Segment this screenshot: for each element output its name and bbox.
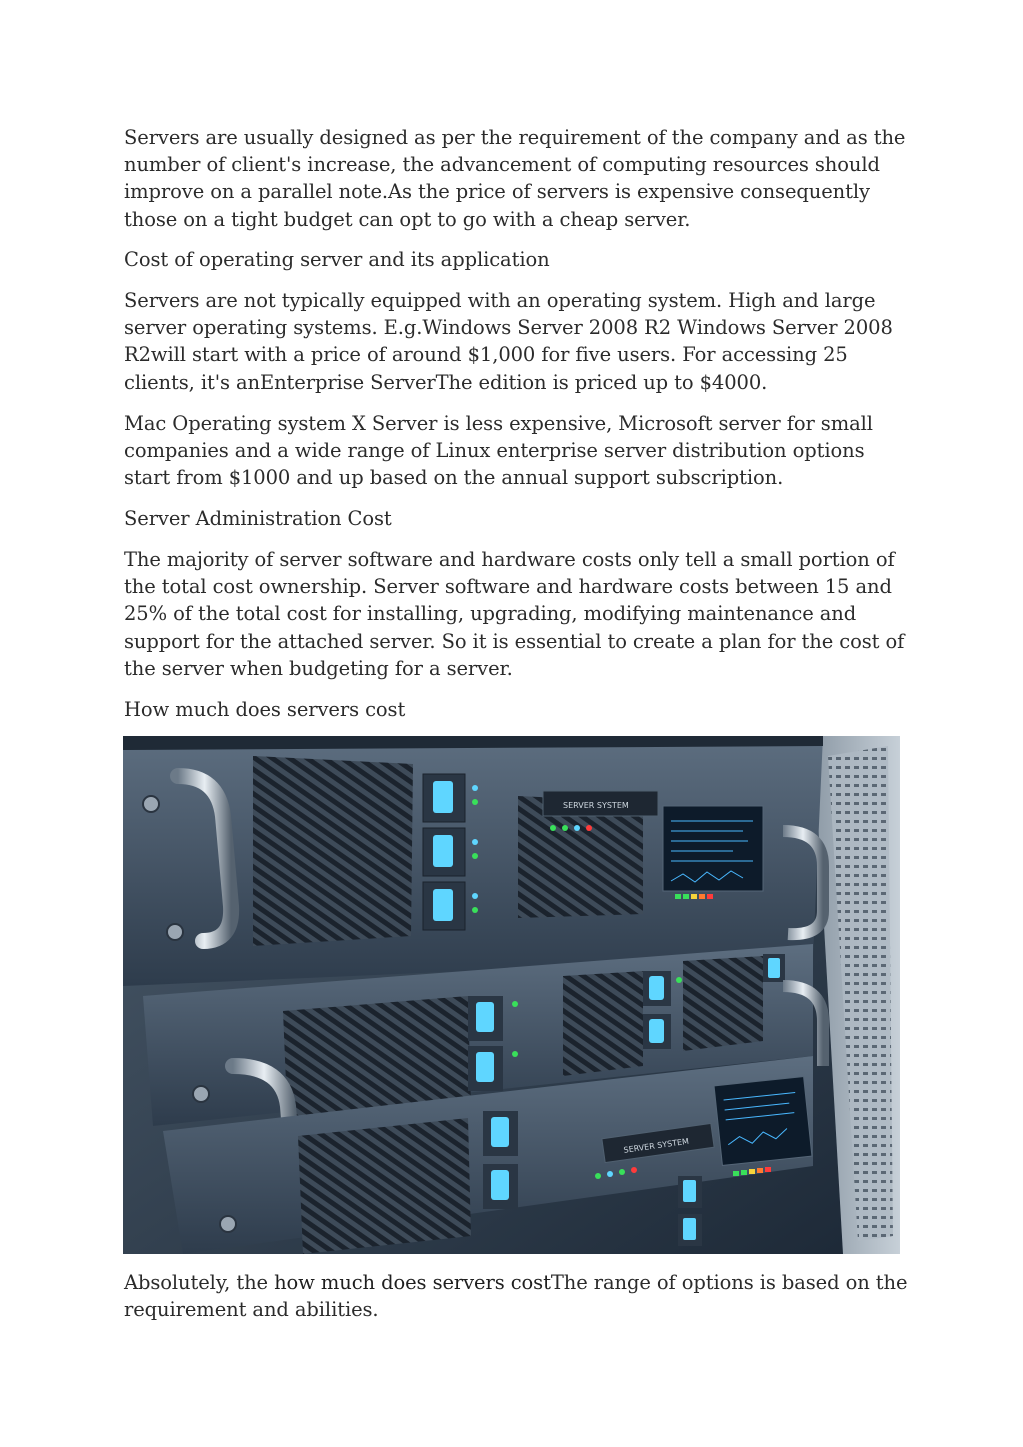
paragraph-total-cost: The majority of server software and hardware costs only tell a small portion of the total cost ownership. Server software and hardware costs between 15 and 25% of the total cost for installing, upgrading, modifying maintenance and support for the attached server. So it is essential to create a plan for the cost of the server when budgeting for a server. xyxy=(124,548,905,680)
paragraph-conclusion xyxy=(124,1269,914,1323)
heading-operating-cost: Cost of operating server and its application xyxy=(124,248,550,271)
server-system-label-top: SERVER SYSTEM xyxy=(563,801,629,810)
heading-how-much: How much does servers cost xyxy=(124,698,406,721)
conclusion-suffix: The range of options is based on the requirement and abilities. xyxy=(124,1271,908,1322)
server-system-label-bottom: SERVER SYSTEM xyxy=(623,1136,690,1155)
heading-administration-cost: Server Administration Cost xyxy=(124,507,392,530)
paragraph-intro: Servers are usually designed as per the requirement of the company and as the number of client's increase, the advancement of computing resources should improve on a parallel note.As the price of servers is expensive consequently those on a tight budget can opt to go with a cheap server. xyxy=(124,126,906,231)
how-much-servers-cost-link[interactable]: how much does servers cost xyxy=(274,1271,551,1294)
paragraph-mac-linux: Mac Operating system X Server is less expensive, Microsoft server for small companies and a wide range of Linux enterprise server distribution options start from $1000 and up based on the annual support subscription. xyxy=(124,412,873,490)
paragraph-operating-systems: Servers are not typically equipped with an operating system. High and large server operating systems. E.g.Windows Server 2008 R2 Windows Server 2008 R2will start with a price of around $1,000 for five users. For accessing 25 clients, it's anEnterprise ServerThe edition is priced up to $4000. xyxy=(124,289,893,394)
conclusion-prefix: Absolutely, the xyxy=(124,1271,275,1294)
server-rack-photo xyxy=(123,736,900,1254)
server-unit-top xyxy=(123,736,823,986)
server-rack-illustration xyxy=(123,736,900,1254)
